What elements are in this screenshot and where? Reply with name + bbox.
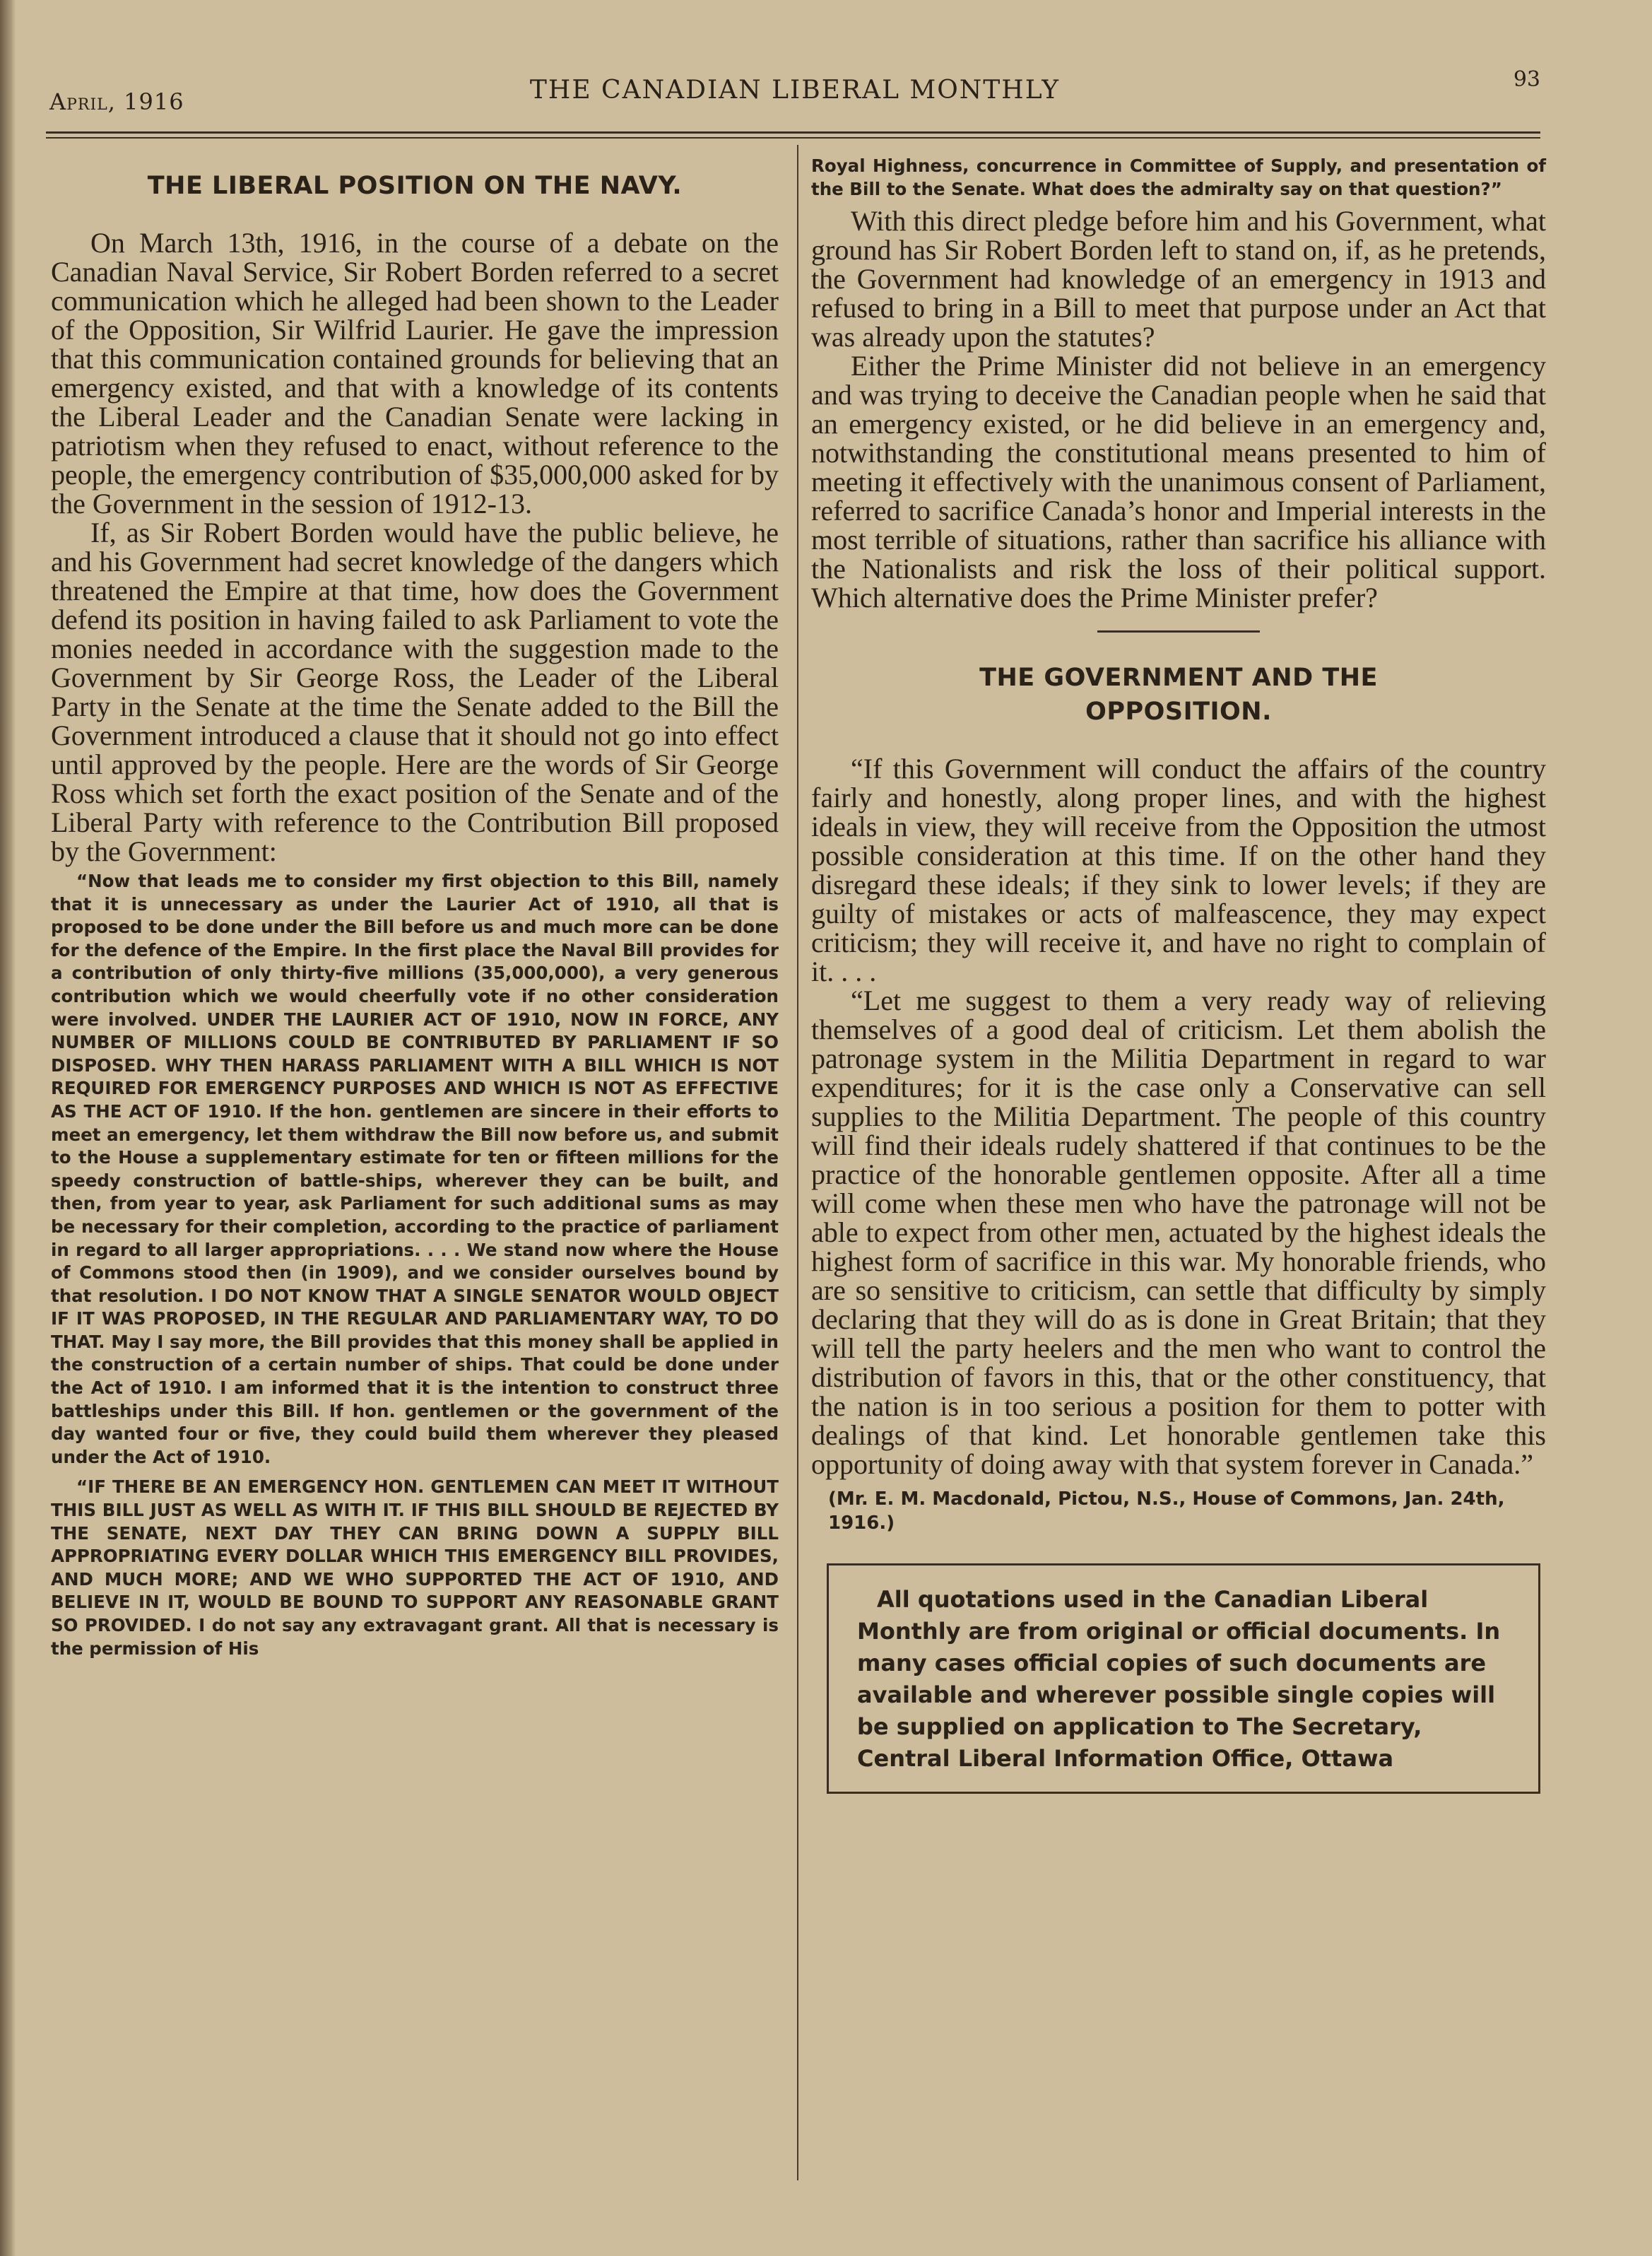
header-rule-top bbox=[46, 131, 1540, 134]
article-paragraph: With this direct pledge before him and his Government, what ground has Sir Robert Borden left to stand on, if, as he pretends, the Government had knowledge of an emergency in 1913 and refused to bring in a Bill to meet that purpose under an Act that was already upon the statutes? bbox=[811, 205, 1546, 353]
header-rule-bottom bbox=[46, 137, 1540, 139]
article-paragraph: Either the Prime Minister did not believe in an emergency and was trying to deceive the Canadian people when he said that an emergency existed, or he did believe in an emergency and, notwithstanding the constitutional means presented to him of meeting it effectively with the unanimous consent of Parliament, referred to sacrifice Canada’s honor and Imperial interests in the most terrible of situations, rather than sacrifice his alliance with the Nationalists and risk the loss of their political support. Which alternative does the Prime Minister prefer? bbox=[811, 350, 1546, 614]
publication-title: THE CANADIAN LIBERAL MONTHLY bbox=[529, 76, 1061, 105]
ross-quotation-continued: Royal Highness, concurrence in Committee of Supply, and presentation of the Bill to the Senate. What does the admiralty say on that question?” bbox=[811, 155, 1546, 199]
running-header bbox=[49, 67, 1540, 117]
section-divider bbox=[1097, 630, 1260, 633]
article-paragraph: If, as Sir Robert Borden would have the public believe, he and his Government had secret knowledge of the dangers which threatened the Empire at that time, how does the Government defend its position in having failed to ask Parliament to vote the monies needed in accordance with the suggestion made to the Government by Sir George Ross, the Leader of the Liberal Party in the Senate at the time the Senate added to the Bill the Government introduced a clause that it should not go into effect until approved by the people. Here are the words of Sir George Ross which set forth the exact position of the Senate and of the Liberal Party with reference to the Contribution Bill proposed by the Government: bbox=[51, 517, 779, 867]
article-paragraph: “Let me suggest to them a very ready way of relieving themselves of a good deal of criticism. Let them abolish the patronage system in the Militia Department in regard to war expenditures; for it is the case only a Conservative can sell supplies to the Militia Department. The people of this country will find their ideals rudely shattered if that continues to be the practice of the honorable gentlemen opposite. After all a time will come when these men who have the patronage will not be able to expect from other men, actuated by the highest ideals the highest form of sacrifice in this war. My honorable friends, who are so sensitive to criticism, can settle that difficulty by simply declaring that they will do as is done in Great Britain; that they will tell the party heelers and the men who want to control the distribution of favors in this, that or the other constituency, that the nation is in too serious a position for them to potter with dealings of that kind. Let honorable gentlemen take this opportunity of doing away with that system forever in Canada.” bbox=[811, 985, 1546, 1481]
notice-text: All quotations used in the Canadian Liberal Monthly are from original or official documents. In many cases official copies of such documents are available and wherever possible single copies will be supplied on application to The Secretary, Central Liberal Information Office, Ottawa bbox=[857, 1586, 1501, 1773]
right-column bbox=[811, 152, 1546, 1794]
article-title-opposition bbox=[811, 661, 1546, 729]
title-line-2: OPPOSITION. bbox=[1085, 698, 1272, 727]
binding-spine bbox=[0, 0, 16, 2256]
page-number: 93 bbox=[1513, 67, 1540, 92]
article-title-navy: THE LIBERAL POSITION ON THE NAVY. bbox=[147, 172, 683, 200]
left-column bbox=[51, 152, 779, 1660]
column-divider bbox=[797, 145, 798, 2180]
ross-quotation: “Now that leads me to consider my first objection to this Bill, namely that it is unnecessary as under the Laurier Act of 1910, all that is proposed to be done under the Bill before us and much more can be done for the defence of the Empire. In the first place the Naval Bill provides for a contribution of only thirty-five millions (35,000,000), a very generous contribution which we would cheerfully vote if no other consideration were involved. UNDER THE LAURIER ACT OF 1910, NOW IN FORCE, ANY NUMBER OF MILLIONS COULD BE CONTRIBUTED BY PARLIAMENT IF SO DISPOSED. WHY THEN HARASS PARLIAMENT WITH A BILL WHICH IS NOT REQUIRED FOR EMERGENCY PURPOSES AND WHICH IS NOT AS EFFECTIVE AS THE ACT OF 1910. If the hon. gentlemen are sincere in their efforts to meet an emergency, let them withdraw the Bill now before us, and submit to the House a supplementary estimate for ten or fifteen millions for the speedy construction of battle-ships, wherever they can be built, and then, from year to year, ask Parliament for such additional sums as may be necessary for their completion, according to the practice of parliament in regard to all larger appropriations. . . . We stand now where the House of Commons stood then (in 1909), and we consider ourselves bound by that resolution. I DO NOT KNOW THAT A SINGLE SENATOR WOULD OBJECT IF IT WAS PROPOSED, IN THE REGULAR AND PARLIAMENTARY WAY, TO DO THAT. May I say more, the Bill provides that this money shall be applied in the construction of a certain number of ships. That could be done under the Act of 1910. I am informed that it is the intention to construct three battleships under this Bill. If hon. gentlemen or the government of the day wanted four or five, they could build them wherever they pleased under the Act of 1910. bbox=[51, 871, 779, 1467]
issue-date: April, 1916 bbox=[49, 88, 184, 115]
notice-box bbox=[827, 1563, 1540, 1794]
article-paragraph: On March 13th, 1916, in the course of a debate on the Canadian Naval Service, Sir Robert Borden referred to a secret communication which he alleged had been shown to the Leader of the Opposition, Sir Wilfrid Laurier. He gave the impression that this communication contained grounds for believing that an emergency existed, and that with a knowledge of its contents the Liberal Leader and the Canadian Senate were lacking in patriotism when they refused to enact, without reference to the people, the emergency contribution of $35,000,000 asked for by the Government in the session of 1912-13. bbox=[51, 227, 779, 519]
article-paragraph: “If this Government will conduct the affairs of the country fairly and honestly, along proper lines, and with the highest ideals in view, they will receive from the Opposition the utmost possible consideration at this time. If on the other hand they disregard these ideals; if they sink to lower levels; if they are guilty of mistakes or acts of malfeascence, they may expect criticism; they will receive it, and have no right to complain of it. . . . bbox=[811, 753, 1546, 988]
title-line-1: THE GOVERNMENT AND THE bbox=[979, 664, 1378, 693]
speech-citation: (Mr. E. M. Macdonald, Pictou, N.S., House of Commons, Jan. 24th, 1916.) bbox=[828, 1488, 1505, 1534]
ross-quotation-emphasis: “IF THERE BE AN EMERGENCY HON. GENTLEMEN CAN MEET IT WITHOUT THIS BILL JUST AS WELL AS WITH IT. IF THIS BILL SHOULD BE REJECTED BY THE SENATE, NEXT DAY THEY CAN BRING DOWN A SUPPLY BILL APPROPRIATING EVERY DOLLAR WHICH THIS EMERGENCY BILL PROVIDES, AND MUCH MORE; AND WE WHO SUPPORTED THE ACT OF 1910, AND BELIEVE IN IT, WOULD BE BOUND TO SUPPORT ANY REASONABLE GRANT SO PROVIDED. I do not say any extravagant grant. All that is necessary is the permission of His bbox=[51, 1476, 779, 1659]
